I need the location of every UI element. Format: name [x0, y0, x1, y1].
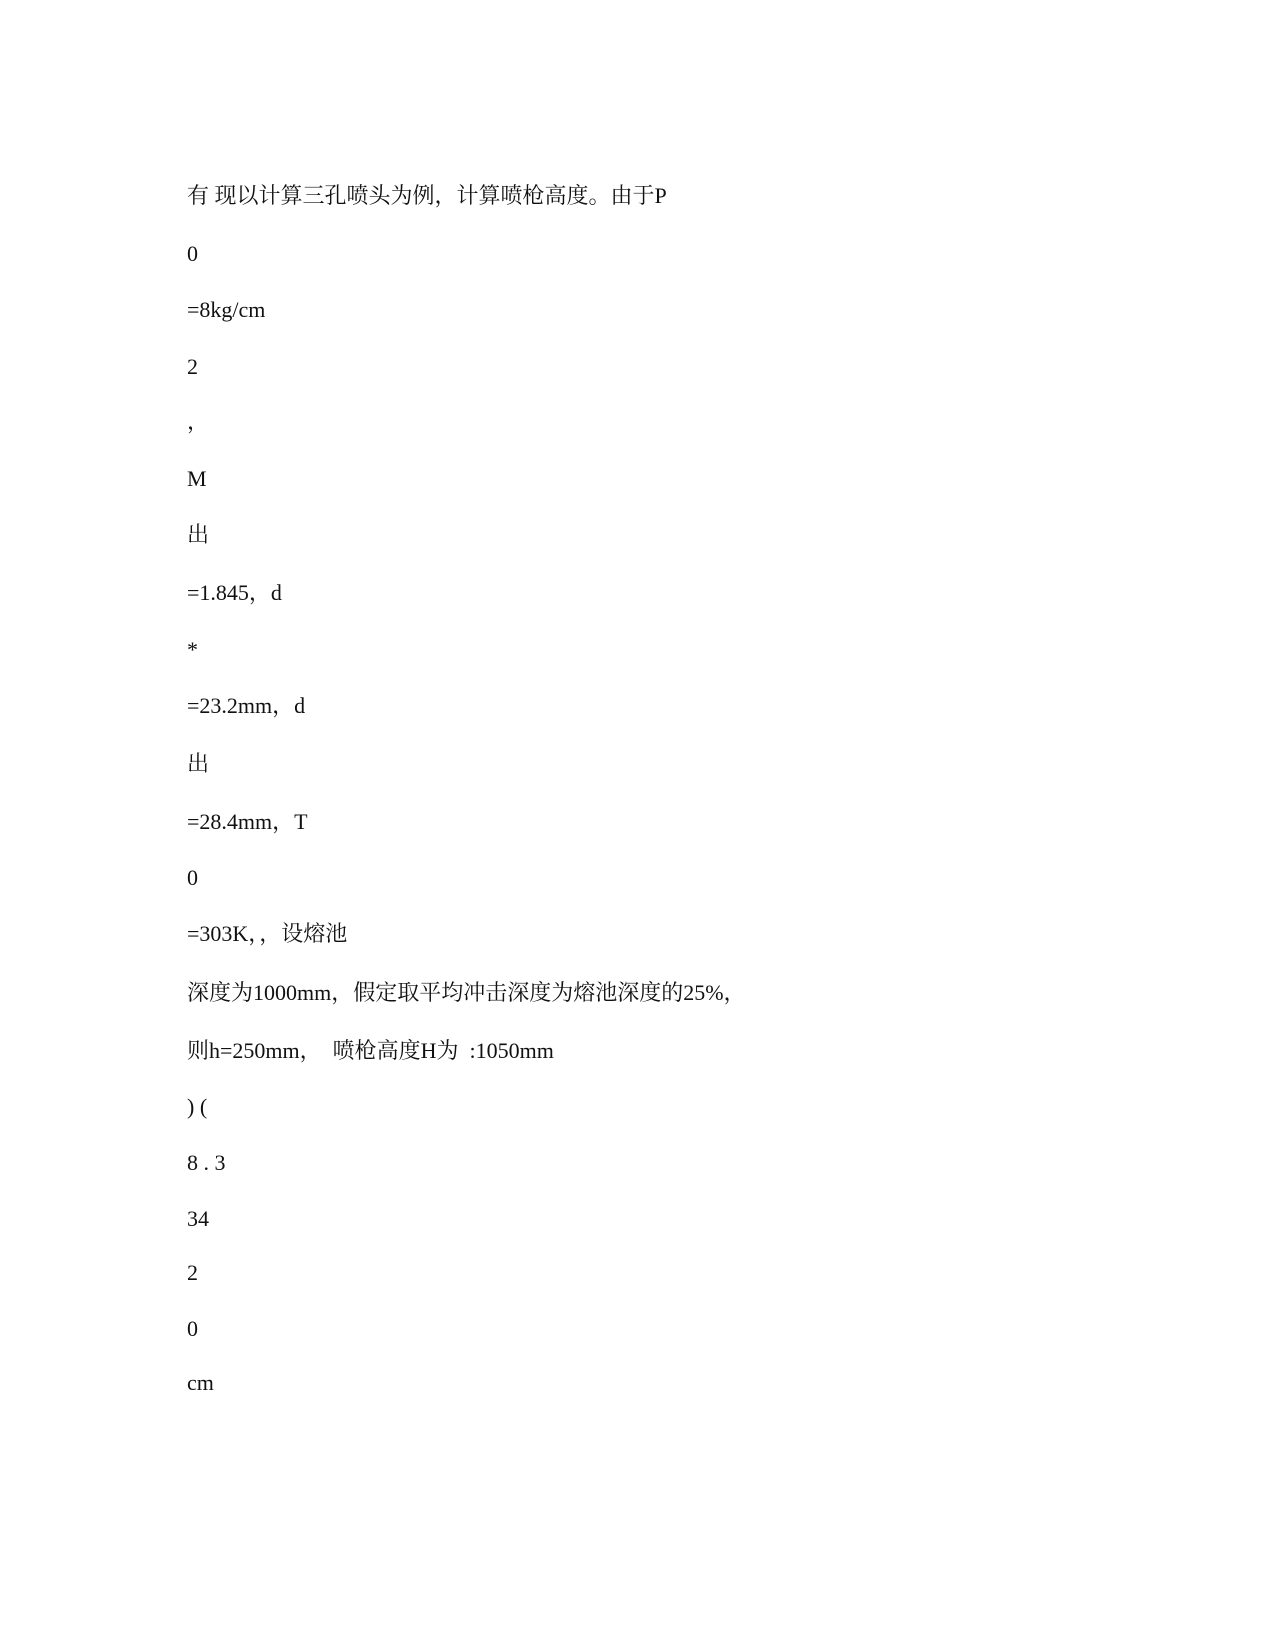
- text-line: 深度为1000mm，假定取平均冲击深度为熔池深度的25%，: [187, 980, 746, 1005]
- text-line: =23.2mm，d: [187, 693, 306, 718]
- text-line: 出: [187, 751, 210, 776]
- text-line: 34: [187, 1206, 209, 1231]
- text-line: =28.4mm，T: [187, 809, 308, 834]
- text-line: 2: [187, 1260, 198, 1285]
- text-line: =1.845，d: [187, 580, 282, 605]
- text-line: 则h=250mm， 喷枪高度H为 :1050mm: [187, 1038, 554, 1063]
- text-line: =303K，，设熔池: [187, 921, 348, 946]
- text-line: ) (: [187, 1094, 208, 1119]
- text-line: 0: [187, 1316, 198, 1341]
- text-line: 有 现以计算三孔喷头为例，计算喷枪高度。由于P: [187, 183, 667, 208]
- text-line: 8 . 3: [187, 1150, 226, 1175]
- text-line: cm: [187, 1370, 214, 1395]
- text-line: ，: [187, 409, 210, 434]
- text-line: 0: [187, 865, 198, 890]
- text-line: *: [187, 637, 198, 662]
- text-line: =8kg/cm: [187, 297, 266, 322]
- text-line: 2: [187, 354, 198, 379]
- text-line: 0: [187, 241, 198, 266]
- text-line: 出: [187, 522, 210, 547]
- text-line: M: [187, 466, 207, 491]
